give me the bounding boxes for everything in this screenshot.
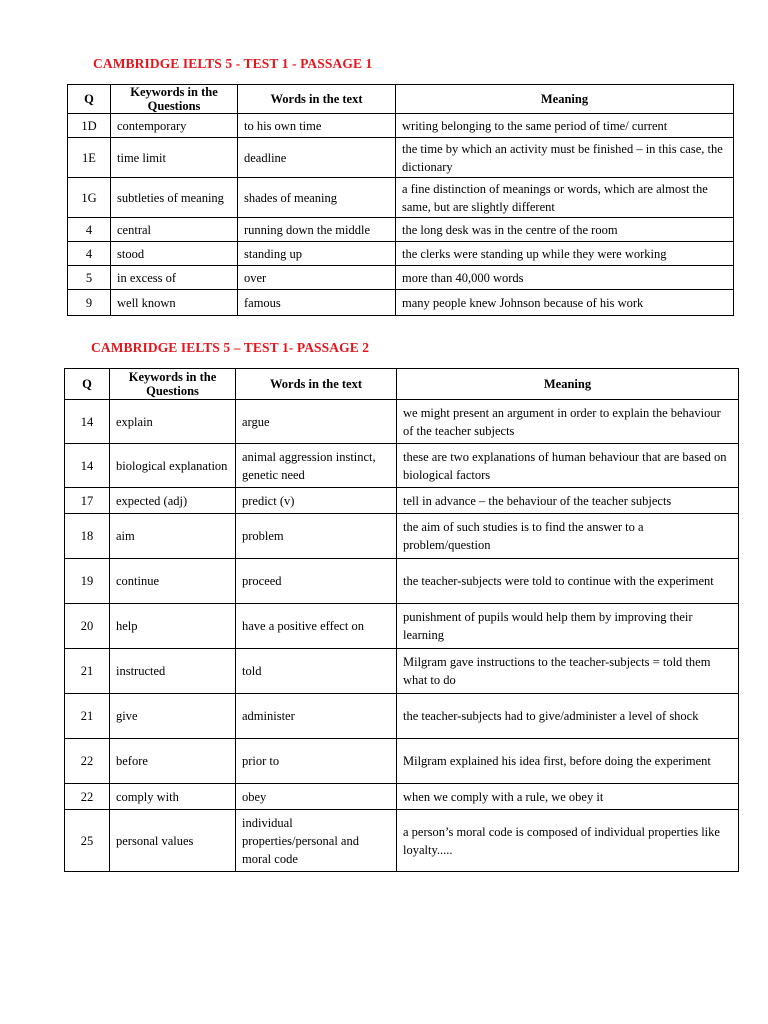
table-header-row [65, 369, 739, 400]
meaning-cell: many people knew Johnson because of his work [396, 290, 734, 316]
text-words-cell: argue [236, 400, 397, 444]
header-words: Words in the text [238, 85, 396, 114]
passage1-table [67, 84, 734, 316]
text-words-cell: deadline [238, 138, 396, 178]
keyword-cell: continue [110, 559, 236, 604]
text-words-cell: to his own time [238, 114, 396, 138]
keyword-cell: in excess of [111, 266, 238, 290]
keyword-cell: before [110, 739, 236, 784]
meaning-cell: the clerks were standing up while they were working [396, 242, 734, 266]
table-header-row [68, 85, 734, 114]
question-number: 22 [65, 739, 110, 784]
table-row [65, 784, 739, 810]
question-number: 20 [65, 604, 110, 649]
meaning-cell: the teacher-subjects were told to continue with the experiment [397, 559, 739, 604]
text-words-cell: predict (v) [236, 488, 397, 514]
passage2-table [64, 368, 739, 872]
keyword-cell: well known [111, 290, 238, 316]
keyword-cell: contemporary [111, 114, 238, 138]
question-number: 21 [65, 649, 110, 694]
table-row [65, 810, 739, 872]
text-words-cell: have a positive effect on [236, 604, 397, 649]
meaning-cell: more than 40,000 words [396, 266, 734, 290]
question-number: 21 [65, 694, 110, 739]
question-number: 22 [65, 784, 110, 810]
text-words-cell: shades of meaning [238, 178, 396, 218]
header-q: Q [68, 85, 111, 114]
header-meaning: Meaning [397, 369, 739, 400]
meaning-cell: punishment of pupils would help them by improving their learning [397, 604, 739, 649]
meaning-cell: writing belonging to the same period of time/ current [396, 114, 734, 138]
question-number: 1D [68, 114, 111, 138]
header-q: Q [65, 369, 110, 400]
header-keywords: Keywords in the Questions [110, 369, 236, 400]
question-number: 19 [65, 559, 110, 604]
question-number: 5 [68, 266, 111, 290]
keyword-cell: biological explanation [110, 444, 236, 488]
text-words-cell: proceed [236, 559, 397, 604]
question-number: 4 [68, 218, 111, 242]
table-row [68, 266, 734, 290]
question-number: 1G [68, 178, 111, 218]
question-number: 4 [68, 242, 111, 266]
table-row [68, 138, 734, 178]
table-row [65, 559, 739, 604]
passage1-title: CAMBRIDGE IELTS 5 - TEST 1 - PASSAGE 1 [93, 56, 373, 71]
table-row [65, 488, 739, 514]
meaning-cell: these are two explanations of human behaviour that are based on biological factors [397, 444, 739, 488]
keyword-cell: help [110, 604, 236, 649]
keyword-cell: give [110, 694, 236, 739]
meaning-cell: the time by which an activity must be finished – in this case, the dictionary [396, 138, 734, 178]
meaning-cell: a person’s moral code is composed of individual properties like loyalty..... [397, 810, 739, 872]
keyword-cell: central [111, 218, 238, 242]
text-words-cell: prior to [236, 739, 397, 784]
passage2-title: CAMBRIDGE IELTS 5 – TEST 1- PASSAGE 2 [91, 340, 370, 355]
question-number: 18 [65, 514, 110, 559]
table-row [65, 444, 739, 488]
meaning-cell: the long desk was in the centre of the room [396, 218, 734, 242]
header-keywords: Keywords in the Questions [111, 85, 238, 114]
table-row [68, 178, 734, 218]
meaning-cell: we might present an argument in order to explain the behaviour of the teacher subjects [397, 400, 739, 444]
question-number: 14 [65, 400, 110, 444]
meaning-cell: when we comply with a rule, we obey it [397, 784, 739, 810]
question-number: 14 [65, 444, 110, 488]
meaning-cell: Milgram explained his idea first, before doing the experiment [397, 739, 739, 784]
keyword-cell: time limit [111, 138, 238, 178]
header-meaning: Meaning [396, 85, 734, 114]
keyword-cell: aim [110, 514, 236, 559]
text-words-cell: administer [236, 694, 397, 739]
table-row [65, 604, 739, 649]
question-number: 9 [68, 290, 111, 316]
keyword-cell: expected (adj) [110, 488, 236, 514]
text-words-cell: obey [236, 784, 397, 810]
table-row [68, 290, 734, 316]
table-row [65, 514, 739, 559]
text-words-cell: animal aggression instinct, genetic need [236, 444, 397, 488]
table-row [65, 649, 739, 694]
meaning-cell: a fine distinction of meanings or words, which are almost the same, but are slightly different [396, 178, 734, 218]
text-words-cell: individual properties/personal and moral code [236, 810, 397, 872]
text-words-cell: standing up [238, 242, 396, 266]
meaning-cell: the teacher-subjects had to give/administer a level of shock [397, 694, 739, 739]
question-number: 25 [65, 810, 110, 872]
text-words-cell: over [238, 266, 396, 290]
table-row [68, 218, 734, 242]
keyword-cell: personal values [110, 810, 236, 872]
table-row [68, 114, 734, 138]
meaning-cell: tell in advance – the behaviour of the teacher subjects [397, 488, 739, 514]
keyword-cell: explain [110, 400, 236, 444]
keyword-cell: subtleties of meaning [111, 178, 238, 218]
text-words-cell: told [236, 649, 397, 694]
header-words: Words in the text [236, 369, 397, 400]
keyword-cell: stood [111, 242, 238, 266]
text-words-cell: running down the middle [238, 218, 396, 242]
question-number: 1E [68, 138, 111, 178]
meaning-cell: the aim of such studies is to find the answer to a problem/question [397, 514, 739, 559]
keyword-cell: instructed [110, 649, 236, 694]
table-row [68, 242, 734, 266]
text-words-cell: problem [236, 514, 397, 559]
meaning-cell: Milgram gave instructions to the teacher-subjects = told them what to do [397, 649, 739, 694]
table-row [65, 694, 739, 739]
question-number: 17 [65, 488, 110, 514]
text-words-cell: famous [238, 290, 396, 316]
table-row [65, 400, 739, 444]
keyword-cell: comply with [110, 784, 236, 810]
table-row [65, 739, 739, 784]
